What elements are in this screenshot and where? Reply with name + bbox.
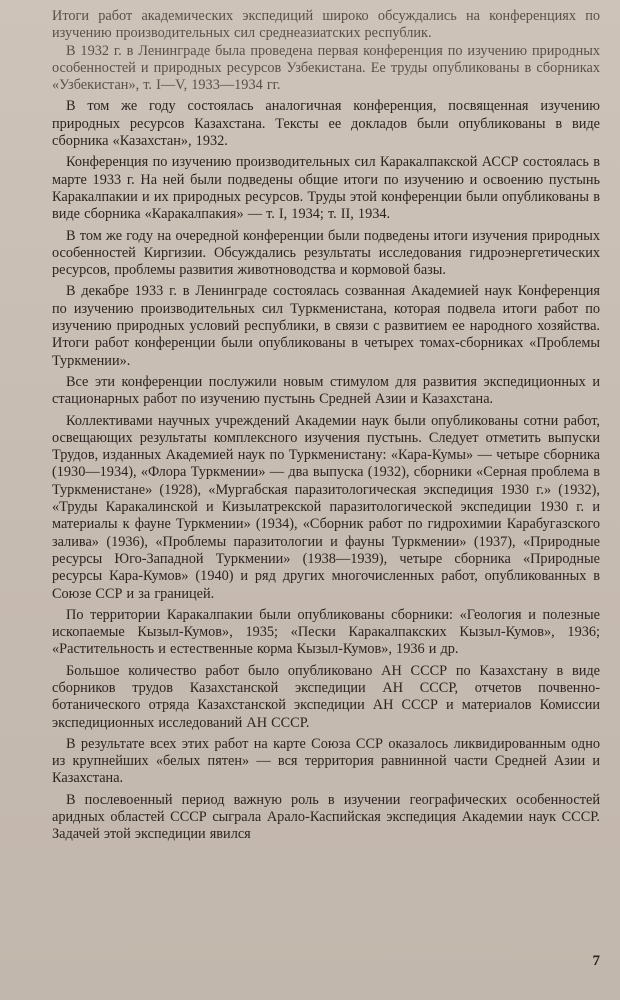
paragraph-turkmenistan-conference: В декабре 1933 г. в Ленинграде состоялась созванная Академией наук Конференция по изучению производительных сил Туркменистана, которая подвела итоги работ по изучению природных условий республики, в связи с развитием ее народного хозяйства. Итоги работ конференции были опубликованы в четырех томах-сборниках «Проблемы Туркмении». — [52, 283, 600, 369]
paragraph-karakalpak-conference: Конференция по изучению производительных сил Каракалпакской АССР состоялась в марте 1933 г. На ней были подведены общие итоги по изучению и освоению пустынь Каракалпакии и их природных ресурсов. Труды этой конференции были опубликованы в виде сборника «Каракалпакия» — т. I, 1934; т. II, 1934. — [52, 154, 600, 223]
page-number: 7 — [592, 952, 600, 969]
paragraph-kirghizia-conference: В том же году на очередной конференции были подведены итоги изучения природных особенностей Киргизии. Обсуждались результаты исследования гидроэнергетических ресурсов, проблемы развития животноводства и кормовой базы. — [52, 227, 600, 279]
paragraph-uzbekistan-conference: В 1932 г. в Ленинграде была проведена первая конференция по изучению природных особенностей и природных ресурсов Узбекистана. Ее труды опубликованы в сборниках «Узбекистан», т. I—V, 1933—1934 гг. — [52, 42, 600, 94]
paragraph-aral-caspian-expedition: В послевоенный период важную роль в изучении географических особенностей аридных областей СССР сыграла Арало-Каспийская экспедиция Академии наук СССР. Задачей этой экспедиции явился — [52, 791, 600, 843]
paragraph-kazakhstan-publications: Большое количество работ было опубликовано АН СССР по Казахстану в виде сборников трудов Казахстанской экспедиции АН СССР, отчетов почвенно-ботанического отряда Казахстанской экспедиции АН СССР и материалов Комиссии экспедиционных исследований АН СССР. — [52, 662, 600, 731]
paragraph-karakalpakia-publications: По территории Каракалпакии были опубликованы сборники: «Геология и полезные ископаемые Кызыл-Кумов», 1935; «Пески Каракалпакских Кызыл-Кумов», 1936; «Растительность и естественные корма Кызыл-Кумов», 1936 и др. — [52, 606, 600, 658]
paragraph-turkmenistan-publications: Коллективами научных учреждений Академии наук были опубликованы сотни работ, освещающих результаты комплексного изучения пустынь. Следует отметить выпуски Трудов, изданных Академией наук по Туркменистану: «Кара-Кумы» — четыре сборника (1930—1934), «Флора Туркмении» — два выпуска (1932), сборники «Серная проблема в Туркменистане» (1928), «Мургабская паразитологическая экспедиция 1930 г.» (1932), «Труды Каракалинской и Кизылатрекской паразитологической экспедиции 1930 г. и материалы к фауне Туркмении» (1934), «Сборник работ по гидрохимии Карабугазского залива» (1936), «Проблемы паразитологии и фауны Туркмении» (1937), «Природные ресурсы Юго-Западной Туркмении» (1938—1939), четыре сборника «Природные ресурсы Кара-Кумов» (1940) и ряд других многочисленных работ, опубликованных в Союзе ССР и за границей. — [52, 412, 600, 602]
paragraph-kazakhstan-conference: В том же году состоялась аналогичная конференция, посвященная изучению природных ресурсов Казахстана. Тексты ее докладов были опубликованы в виде сборника «Казахстан», 1932. — [52, 98, 600, 150]
paragraph-white-spot: В результате всех этих работ на карте Союза ССР оказалось ликвидированным одно из крупнейших «белых пятен» — вся территория равнинной части Средней Азии и Казахстана. — [52, 735, 600, 787]
paragraph-conferences-intro: Итоги работ академических экспедиций широко обсуждались на конференциях по изучению производительных сил среднеазиатских республик. — [52, 8, 600, 42]
paragraph-new-stimulus: Все эти конференции послужили новым стимулом для развития экспедиционных и стационарных работ по изучению пустынь Средней Азии и Казахстана. — [52, 373, 600, 408]
